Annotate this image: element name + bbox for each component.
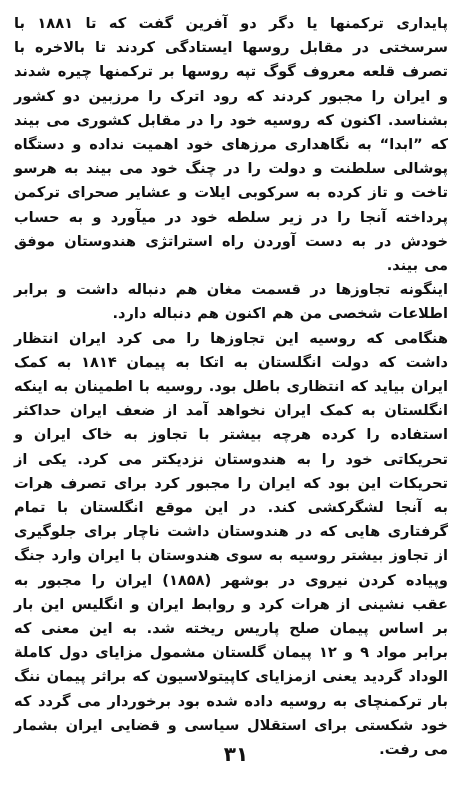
body-text bbox=[14, 12, 448, 762]
paragraph-2: اینگونه تجاوزها در قسمت مغان هم دنباله داشت و برابر اطلاعات شخصی من هم اکنون هم دنباله دارد. bbox=[14, 281, 448, 323]
paragraph-1: پایداری ترکمنها یا دگر دو آفرین گفت که تا ۱۸۸۱ با سرسختی در مقابل روسها ایستادگی کردند تا بالاخره با تصرف قلعه معروف گوگ تپه روسها بر ترکمنها چیره شدند و ایران را مجبور کردند که رود اترک را مرزبین دو کشور بشناسد. اکنون که روسیه خود را در مقابل کشوری می بیند که ”ابدا“ به نگاهداری مرزهای خود اهمیت نداده و دستگاه پوشالی سلطنت و دولت را در چنگ خود می بیند به هرسو تاخت و تاز کرده به سرکوبی ایلات و عشایر صحرای ترکمن پرداخته آنجا را در زیر سلطه خود در میآورد و به حساب خودش در به دست آوردن راه استراتژی هندوستان موفق می بیند. bbox=[14, 15, 448, 275]
paragraph-3: هنگامی که روسیه این تجاوزها را می کرد ایران انتظار داشت که دولت انگلستان به اتکا به پیمان ۱۸۱۴ به کمک ایران بیاید که انتظاری باطل بود. روسیه با اطمینان به اینکه انگلستان به کمک ایران نخواهد آمد از ضعف ایران حداکثر استفاده را کرده هرچه بیشتر با تجاوز به خاک ایران و تحریکاتی خود را به هندوستان نزدیکتر می کرد. یکی از تحریکات این بود که ایران را مجبور کرد برای تصرف هرات به آنجا لشگرکشی کند. در این موقع انگلستان با تمام گرفتاری هایی که در هندوستان داشت ناچار برای جلوگیری از تجاوز بیشتر روسیه به سوی هندوستان با ایران وارد جنگ وپیاده کردن نیروی در بوشهر (۱۸۵۸) ایران را مجبور به عقب نشینی از هرات کرد و روابط ایران و انگلیس این بار بر اساس پیمان صلح پاریس ریخته شد. به این معنی که برابر مواد ۹ و ۱۲ پیمان گلستان مشمول مزایای دول کاملة الوداد گردید یعنی ازمزایای کاپیتولاسیون که براثر پیمان ننگ بار ترکمنچای به روسیه داده شده بود برخوردار می گردد که خود شکستی برای استقلال سیاسی و قضایی ایران بشمار می رفت. bbox=[14, 329, 449, 759]
page-number: ۳۱ bbox=[223, 742, 249, 766]
